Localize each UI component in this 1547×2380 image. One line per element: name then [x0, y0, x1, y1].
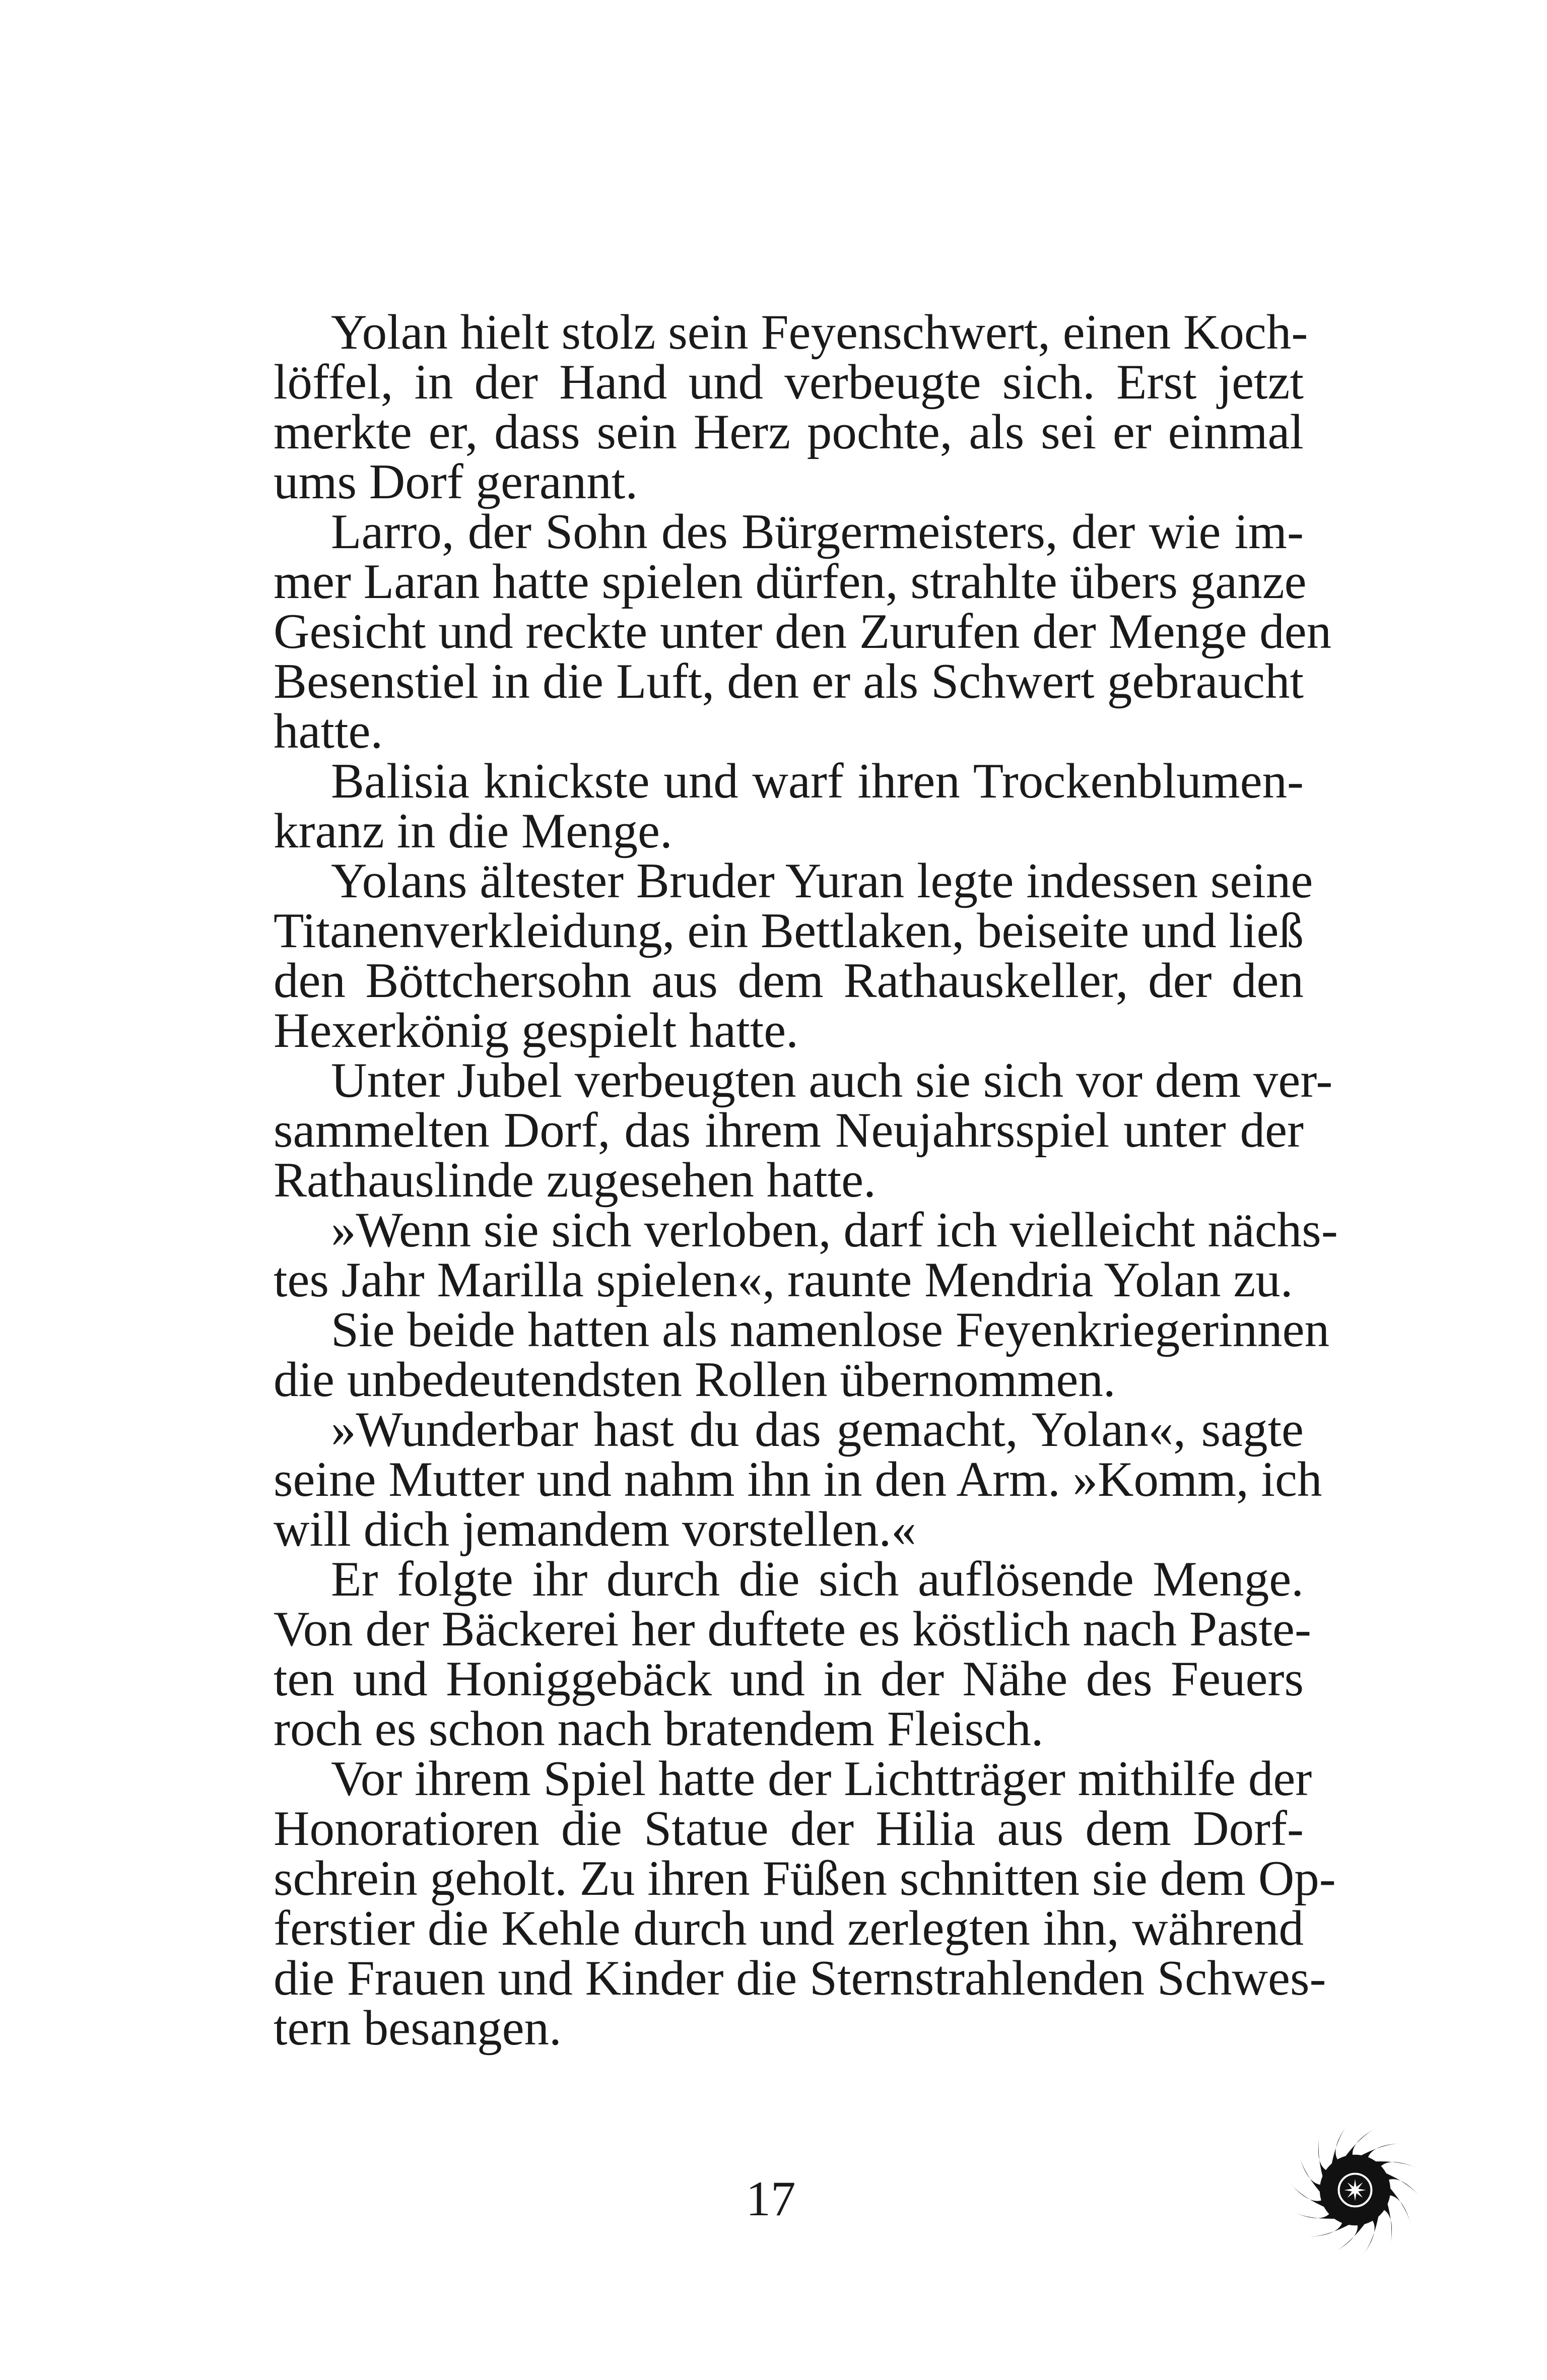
black-sun-icon — [1287, 2122, 1423, 2258]
text-line: tern besangen. — [274, 2001, 562, 2056]
text-line: ten und Honiggebäck und in der Nähe des Feuers — [274, 1651, 1304, 1706]
paragraph — [274, 1053, 1333, 1208]
text-line: Honoratioren die Statue der Hilia aus dem Dorf- — [274, 1801, 1304, 1856]
paragraph — [274, 1751, 1336, 2056]
paragraph — [274, 1302, 1330, 1407]
text-line: den Böttchersohn aus dem Rathauskeller, der den — [274, 953, 1304, 1008]
text-line: roch es schon nach bratendem Fleisch. — [274, 1701, 1044, 1756]
text-line: Hexerkönig gespielt hatte. — [274, 1003, 798, 1058]
paragraph — [274, 756, 1304, 856]
body-text — [274, 305, 1338, 2056]
text-line: ums Dorf gerannt. — [274, 454, 638, 509]
text-line: die unbedeutendsten Rollen übernommen. — [274, 1352, 1116, 1407]
text-line: Larro, der Sohn des Bürgermeisters, der wie im- — [331, 504, 1304, 559]
text-line: Gesicht und reckte unter den Zurufen der Menge den — [274, 604, 1332, 659]
text-line: Er folgte ihr durch die sich auflösende Menge. — [331, 1552, 1304, 1607]
paragraph — [274, 305, 1308, 509]
text-line: ferstier die Kehle durch und zerlegten ihn, während — [274, 1901, 1304, 1956]
text-line: Rathauslinde zugesehen hatte. — [274, 1153, 876, 1208]
text-line: will dich jemandem vorstellen.« — [274, 1502, 916, 1557]
text-line: Vor ihrem Spiel hatte der Lichtträger mithilfe der — [331, 1751, 1312, 1806]
paragraph — [274, 853, 1313, 1058]
text-line: hatte. — [274, 704, 383, 759]
text-line: Von der Bäckerei her duftete es köstlich nach Paste- — [274, 1602, 1311, 1657]
text-line: Besenstiel in die Luft, den er als Schwert gebraucht — [274, 654, 1304, 709]
text-line: kranz in die Menge. — [274, 804, 672, 858]
text-line: merkte er, dass sein Herz pochte, als sei er einmal — [274, 405, 1304, 459]
text-line: sammelten Dorf, das ihrem Neujahrsspiel unter der — [274, 1103, 1304, 1158]
text-line: Titanenverkleidung, ein Bettlaken, beiseite und ließ — [274, 903, 1304, 958]
text-line: die Frauen und Kinder die Sternstrahlenden Schwes- — [274, 1951, 1326, 2006]
text-line: »Wenn sie sich verloben, darf ich vielleicht nächs- — [331, 1203, 1338, 1258]
text-line: Unter Jubel verbeugten auch sie sich vor dem ver- — [331, 1053, 1333, 1108]
text-line: mer Laran hatte spielen dürfen, strahlte übers ganze — [274, 554, 1307, 609]
paragraph — [274, 504, 1332, 759]
paragraph — [274, 1552, 1311, 1756]
text-line: schrein geholt. Zu ihren Füßen schnitten sie dem Op- — [274, 1851, 1336, 1906]
paragraph — [274, 1203, 1338, 1307]
paragraph — [274, 1402, 1322, 1557]
text-line: Yolan hielt stolz sein Feyenschwert, einen Koch- — [331, 305, 1308, 360]
text-line: Yolans ältester Bruder Yuran legte indessen seine — [331, 853, 1313, 908]
text-line: Sie beide hatten als namenlose Feyenkriegerinnen — [331, 1302, 1330, 1357]
page-number: 17 — [746, 2171, 796, 2226]
text-line: Balisia knickste und warf ihren Trockenblumen- — [331, 754, 1304, 809]
text-line: »Wunderbar hast du das gemacht, Yolan«, sagte — [331, 1402, 1304, 1457]
text-line: löffel, in der Hand und verbeugte sich. Erst jetzt — [274, 355, 1304, 410]
text-line: tes Jahr Marilla spielen«, raunte Mendria Yolan zu. — [274, 1252, 1293, 1307]
text-line: seine Mutter und nahm ihn in den Arm. »Komm, ich — [274, 1452, 1322, 1507]
